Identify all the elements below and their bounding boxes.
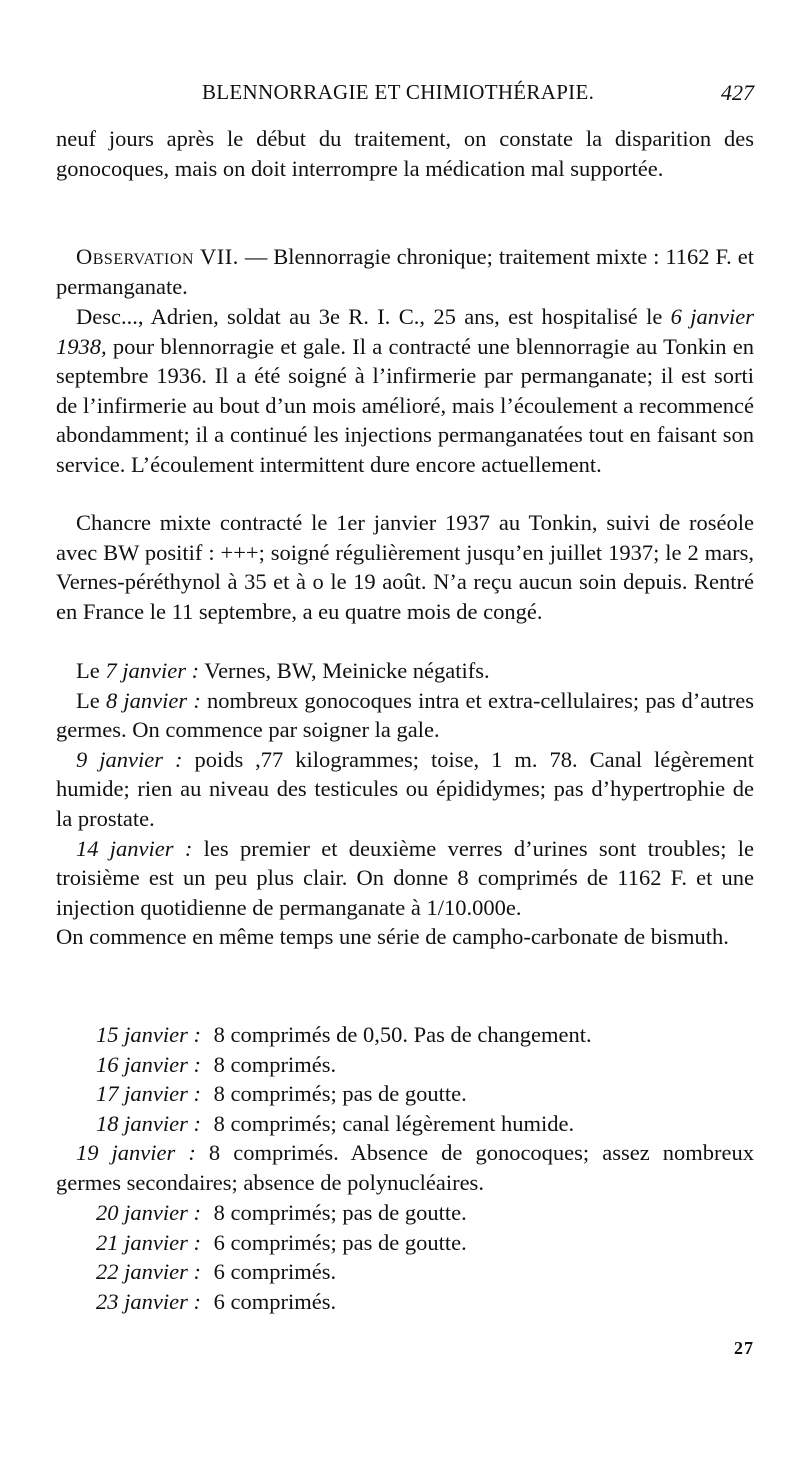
list-item: 18 janvier : 8 comprimés; canal légèrement humide. <box>96 1110 575 1136</box>
page-header <box>56 80 754 110</box>
daily-notes <box>56 656 754 952</box>
page-number: 427 <box>721 80 754 105</box>
observation-heading <box>56 242 754 301</box>
observation-title: — Blennorragie chronique; traitement mixte : 1162 F. et permanganate. <box>56 244 754 299</box>
note-19-janvier: 19 janvier : 8 comprimés. Absence de gonocoques; assez nombreux germes secondaires; absence de polynucléaires. <box>56 1140 754 1195</box>
observation-label: Observation VII. <box>76 244 239 269</box>
list-item: 22 janvier : 6 comprimés. <box>96 1259 337 1285</box>
running-title: BLENNORRAGIE ET CHIMIOTHÉRAPIE. <box>202 80 595 104</box>
list-item: 21 janvier : 6 comprimés; pas de goutte. <box>96 1229 467 1255</box>
note-8-janvier: Le 8 janvier : nombreux gonocoques intra et extra-cellulaires; pas d’autres germes. On commence par soigner la gale. <box>56 687 754 743</box>
dose-list <box>56 1020 754 1138</box>
note-14-janvier: 14 janvier : les premier et deuxième verres d’urines sont troubles; le troisième est un peu plus clair. On donne 8 comprimés de 1162 F. et une injection quotidienne de permanganate à 1/10.000e. <box>56 835 754 920</box>
note-9-janvier: 9 janvier : poids ,77 kilogrammes; toise, 1 m. 78. Canal légèrement humide; rien au niveau des testicules ou épididymes; pas d’hypertrophie de la prostate. <box>56 746 754 831</box>
note-7-janvier: Le 7 janvier : Vernes, BW, Meinicke négatifs. <box>76 658 490 683</box>
dose-list-2 <box>56 1198 754 1316</box>
chancre-paragraph: Chancre mixte contracté le 1er janvier 1937 au Tonkin, suivi de roséole avec BW positif : +++; soigné régulièrement jusqu’en juillet 1937; le 2 mars, Vernes-péréthynol à 35 et à o le 19 août. N’a reçu aucun soin depuis. Rentré en France le 11 septembre, a eu quatre mois de congé. <box>56 510 754 624</box>
list-item: 20 janvier : 8 comprimés; pas de goutte. <box>96 1200 467 1225</box>
patient-paragraph: Desc..., Adrien, soldat au 3e R. I. C., 25 ans, est hospitalisé le 6 janvier 1938, pour blennorragie et gale. Il a contracté une blennorragie au Tonkin en septembre 1936. Il a été soigné à l’infirmerie par permanganate; il est sorti de l’infirmerie au bout d’un mois amélioré, mais l’écoulement a recommencé abondamment; il a continué les injections permanganatées tout en faisant son service. L’écoulement intermittent dure encore actuellement. <box>56 304 755 477</box>
list-item: 15 janvier : 8 comprimés de 0,50. Pas de changement. <box>96 1022 592 1047</box>
signature-mark: 27 <box>734 1338 754 1358</box>
list-item: 23 janvier : 6 comprimés. <box>96 1288 337 1314</box>
intro-paragraph: neuf jours après le début du traitement, on constate la disparition des gonocoques, mais on doit interrompre la médication mal supportée. <box>56 126 754 181</box>
admission-date: 6 janvier 1938, <box>56 304 755 359</box>
bismuth-line: On commence en même temps une série de campho-carbonate de bismuth. <box>56 924 729 950</box>
list-item: 16 janvier : 8 comprimés. <box>96 1051 337 1077</box>
list-item: 17 janvier : 8 comprimés; pas de goutte. <box>96 1081 467 1107</box>
